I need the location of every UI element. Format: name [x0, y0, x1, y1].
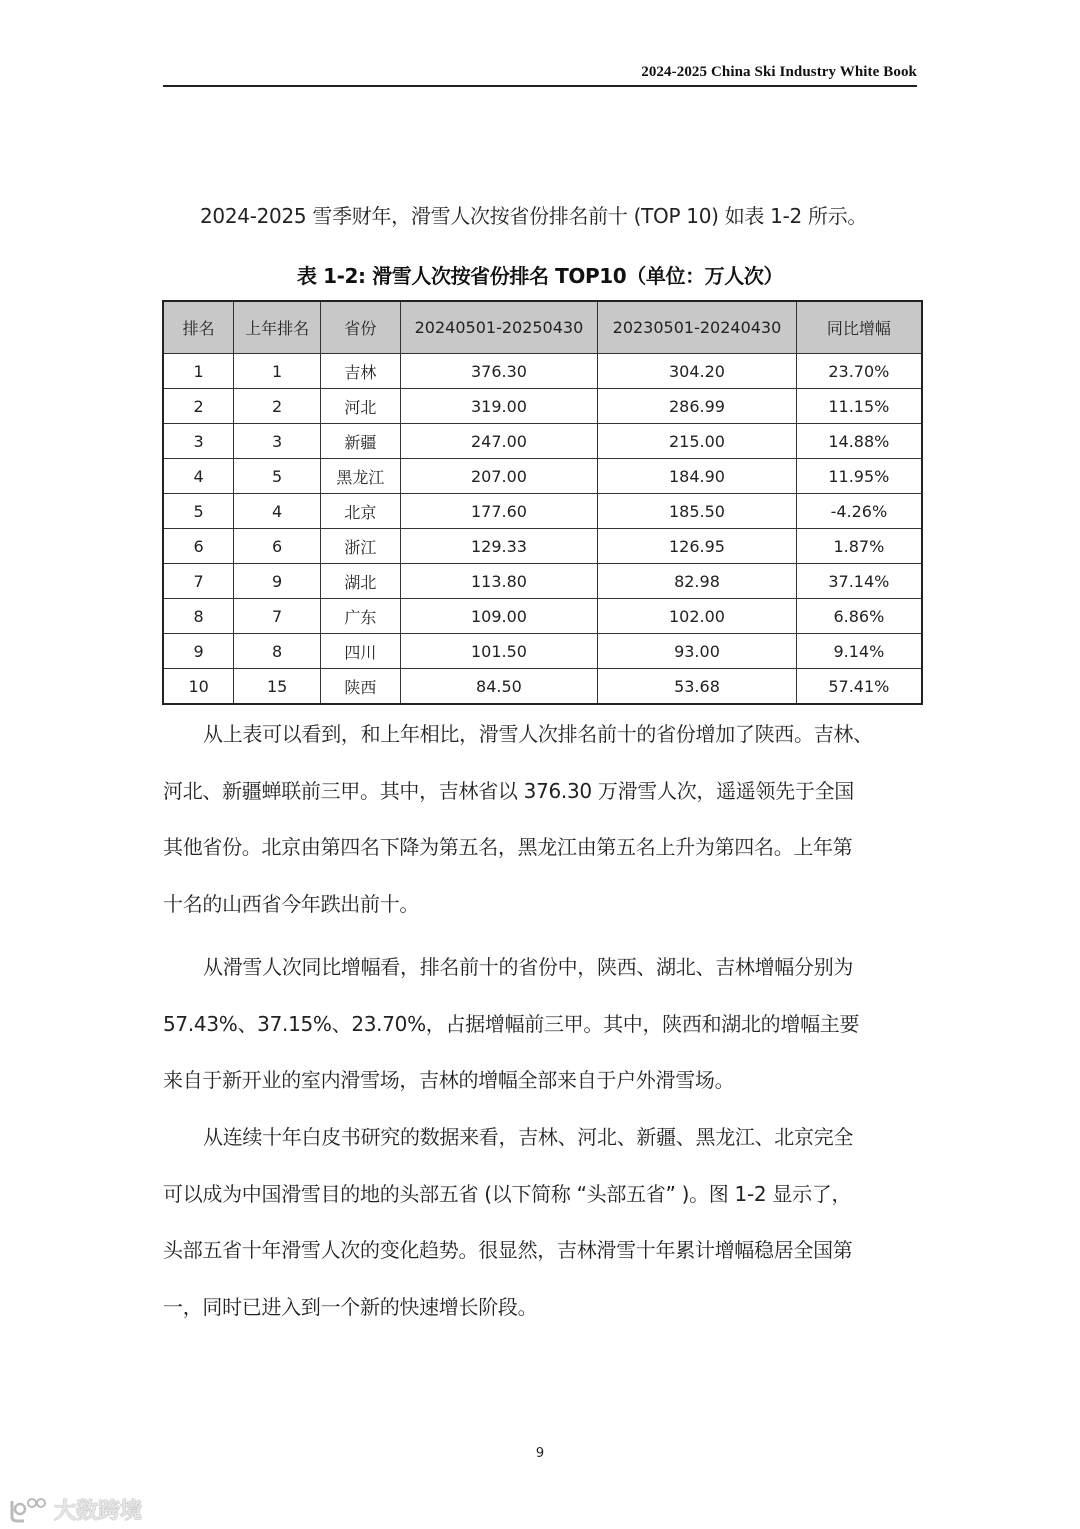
- column-header-prev-rank: 上年排名: [234, 301, 321, 354]
- cell-rank: 8: [163, 599, 234, 634]
- paragraph-line: 十名的山西省今年跌出前十。: [163, 891, 420, 916]
- cell-yoy-growth: 6.86%: [796, 599, 922, 634]
- cell-previous-value: 286.99: [598, 389, 797, 424]
- cell-previous-value: 53.68: [598, 669, 797, 705]
- column-header-rank: 排名: [163, 301, 234, 354]
- paragraph-line: 57.43%、37.15%、23.70%，占据增幅前三甲。其中，陕西和湖北的增幅主要: [163, 1011, 860, 1036]
- cell-rank: 4: [163, 459, 234, 494]
- cell-current-value: 247.00: [400, 424, 598, 459]
- page-number: 9: [535, 1446, 545, 1461]
- cell-prev-rank: 15: [234, 669, 321, 705]
- cell-prev-rank: 9: [234, 564, 321, 599]
- cell-previous-value: 184.90: [598, 459, 797, 494]
- cell-rank: 1: [163, 354, 234, 389]
- intro-text: 2024-2025 雪季财年，滑雪人次按省份排名前十 (TOP 10) 如表 1-2 所示。: [200, 204, 868, 228]
- cell-rank: 9: [163, 634, 234, 669]
- paragraph-line: 从滑雪人次同比增幅看，排名前十的省份中，陕西、湖北、吉林增幅分别为: [203, 955, 854, 979]
- cell-previous-value: 185.50: [598, 494, 797, 529]
- cell-province: 河北: [320, 389, 400, 424]
- table-caption: 表 1-2: 滑雪人次按省份排名 TOP10（单位：万人次）: [296, 264, 784, 288]
- paragraph-3: [163, 1109, 919, 1335]
- cell-rank: 2: [163, 389, 234, 424]
- table-row: [163, 494, 922, 529]
- cell-current-value: 376.30: [400, 354, 598, 389]
- header-title: 2024-2025 China Ski Industry White Book: [641, 64, 917, 80]
- cell-prev-rank: 5: [234, 459, 321, 494]
- cell-previous-value: 126.95: [598, 529, 797, 564]
- cell-prev-rank: 1: [234, 354, 321, 389]
- column-header-previous-period: 20230501-20240430: [598, 301, 797, 354]
- cell-current-value: 177.60: [400, 494, 598, 529]
- cell-rank: 5: [163, 494, 234, 529]
- cell-yoy-growth: -4.26%: [796, 494, 922, 529]
- table-row: [163, 634, 922, 669]
- cell-prev-rank: 2: [234, 389, 321, 424]
- logo-icon: [8, 1497, 48, 1523]
- cell-prev-rank: 4: [234, 494, 321, 529]
- cell-yoy-growth: 1.87%: [796, 529, 922, 564]
- cell-yoy-growth: 37.14%: [796, 564, 922, 599]
- cell-yoy-growth: 9.14%: [796, 634, 922, 669]
- cell-current-value: 129.33: [400, 529, 598, 564]
- cell-yoy-growth: 11.95%: [796, 459, 922, 494]
- cell-previous-value: 82.98: [598, 564, 797, 599]
- cell-previous-value: 215.00: [598, 424, 797, 459]
- table-row: [163, 354, 922, 389]
- cell-previous-value: 304.20: [598, 354, 797, 389]
- table-header-row: [163, 301, 922, 354]
- cell-rank: 6: [163, 529, 234, 564]
- cell-current-value: 207.00: [400, 459, 598, 494]
- cell-current-value: 101.50: [400, 634, 598, 669]
- cell-prev-rank: 3: [234, 424, 321, 459]
- cell-current-value: 109.00: [400, 599, 598, 634]
- cell-province: 吉林: [320, 354, 400, 389]
- cell-province: 广东: [320, 599, 400, 634]
- paragraph-1: [163, 706, 919, 932]
- paragraph-2: [163, 939, 919, 1109]
- cell-province: 黑龙江: [320, 459, 400, 494]
- paragraph-line: 其他省份。北京由第四名下降为第五名，黑龙江由第五名上升为第四名。上年第: [163, 835, 853, 859]
- column-header-yoy-growth: 同比增幅: [796, 301, 922, 354]
- table-row: [163, 564, 922, 599]
- paragraph-line: 来自于新开业的室内滑雪场，吉林的增幅全部来自于户外滑雪场。: [163, 1068, 735, 1092]
- table-row: [163, 459, 922, 494]
- column-header-province: 省份: [320, 301, 400, 354]
- column-header-current-period: 20240501-20250430: [400, 301, 598, 354]
- cell-rank: 10: [163, 669, 234, 705]
- cell-previous-value: 93.00: [598, 634, 797, 669]
- cell-province: 湖北: [320, 564, 400, 599]
- cell-rank: 3: [163, 424, 234, 459]
- cell-yoy-growth: 57.41%: [796, 669, 922, 705]
- table-row: [163, 424, 922, 459]
- cell-province: 新疆: [320, 424, 400, 459]
- cell-current-value: 319.00: [400, 389, 598, 424]
- watermark-text: 大数跨境: [54, 1499, 143, 1524]
- cell-yoy-growth: 14.88%: [796, 424, 922, 459]
- table-row: [163, 389, 922, 424]
- paragraph-line: 从连续十年白皮书研究的数据来看，吉林、河北、新疆、黑龙江、北京完全: [203, 1125, 854, 1149]
- cell-prev-rank: 6: [234, 529, 321, 564]
- cell-province: 陕西: [320, 669, 400, 705]
- paragraph-line: 一，同时已进入到一个新的快速增长阶段。: [163, 1294, 538, 1319]
- paragraph-line: 从上表可以看到，和上年相比，滑雪人次排名前十的省份增加了陕西。吉林、: [203, 722, 873, 746]
- cell-province: 浙江: [320, 529, 400, 564]
- cell-yoy-growth: 11.15%: [796, 389, 922, 424]
- paragraph-line: 头部五省十年滑雪人次的变化趋势。很显然，吉林滑雪十年累计增幅稳居全国第: [163, 1238, 853, 1262]
- header-divider: [163, 85, 917, 87]
- paragraph-line: 河北、新疆蝉联前三甲。其中，吉林省以 376.30 万滑雪人次，遥遥领先于全国: [163, 778, 854, 803]
- cell-rank: 7: [163, 564, 234, 599]
- paragraph-line: 可以成为中国滑雪目的地的头部五省 (以下简称 “头部五省” )。图 1-2 显示了，: [163, 1181, 852, 1206]
- table-row: [163, 669, 922, 705]
- cell-province: 北京: [320, 494, 400, 529]
- cell-yoy-growth: 23.70%: [796, 354, 922, 389]
- ranking-table: [162, 300, 923, 705]
- cell-prev-rank: 8: [234, 634, 321, 669]
- cell-previous-value: 102.00: [598, 599, 797, 634]
- cell-current-value: 113.80: [400, 564, 598, 599]
- table-row: [163, 529, 922, 564]
- cell-prev-rank: 7: [234, 599, 321, 634]
- cell-province: 四川: [320, 634, 400, 669]
- cell-current-value: 84.50: [400, 669, 598, 705]
- table-row: [163, 599, 922, 634]
- watermark: [8, 1494, 142, 1525]
